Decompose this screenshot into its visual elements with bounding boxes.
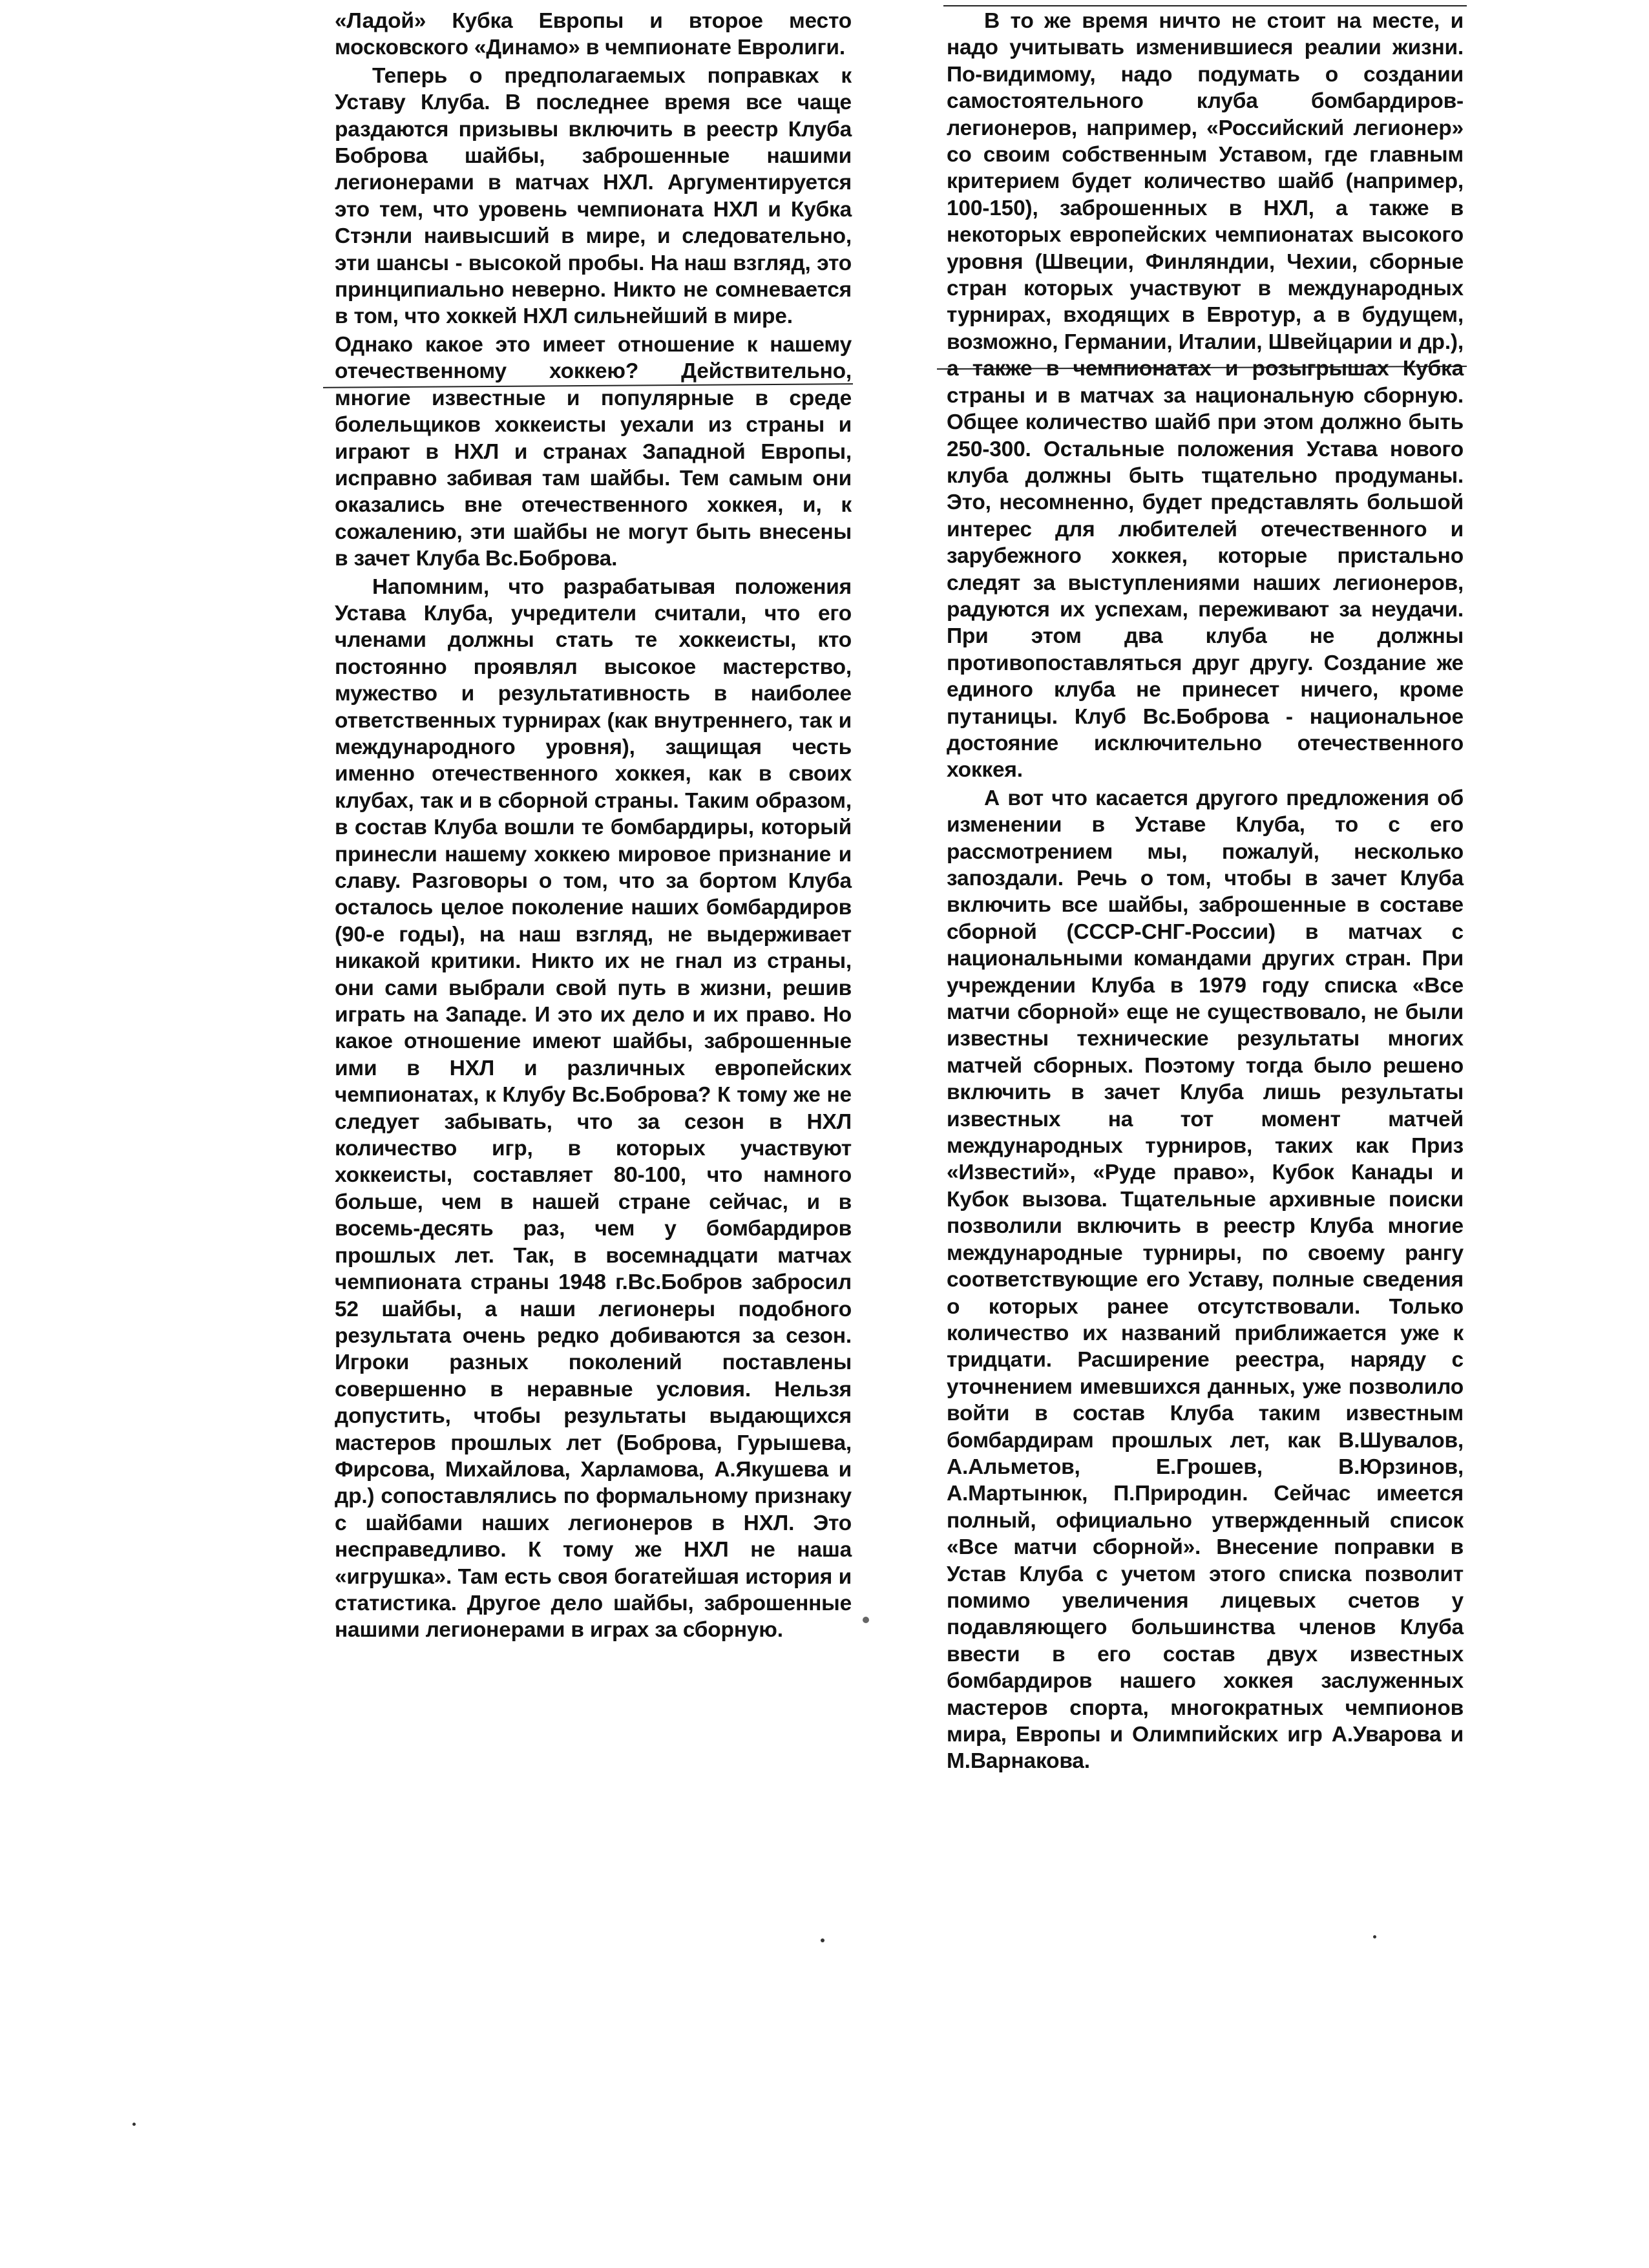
scan-speck	[863, 1617, 869, 1623]
article-paragraph: А вот что касается другого предложения об изменении в Уставе Клуба, то с его рассмотрением мы, пожалуй, несколько запоздали. Речь о том, чтобы в зачет Клуба включить все шайбы, заброшенные в составе сборной (СССР-СНГ-России) в матчах с национальными командами других стран. При учреждении Клуба в 1979 году списка «Все матчи сборной» еще не существовало, не были известны технические результаты многих матчей сборных. Поэтому тогда было решено включить в зачет Клуба лишь результаты известных на тот момент матчей международных турниров, таких как Приз «Известий», «Руде право», Кубок Канады и Кубок вызова. Тщательные архивные поиски позволили включить в реестр Клуба многие международные турниры, по своему рангу соответствующие его Уставу, полные сведения о которых ранее отсутствовали. Только количество их названий приближается уже к тридцати. Расширение реестра, наряду с уточнением имевшихся данных, уже позволило войти в состав Клуба таким известным бомбардирам прошлых лет, как В.Шувалов, А.Альметов, Е.Грошев, В.Юрзинов, А.Мартынюк, П.Природин. Сейчас имеется полный, официально утвержденный список «Все матчи сборной». Внесение поправки в Устав Клуба с учетом этого списка позволит помимо увеличения лицевых счетов у подавляющего большинства членов Клуба ввести в его состав двух известных бомбардиров нашего хоккея заслуженных мастеров спорта, многократных чемпионов мира, Европы и Олимпийских игр А.Уварова и М.Варнакова.	[947, 786, 1464, 1774]
article-paragraph: Однако какое это имеет отношение к нашему отечественному хоккею? Действительно, многие известные и популярные в среде болельщиков хоккеисты уехали из страны и играют в НХЛ и странах Западной Европы, исправно забивая там шайбы. Тем самым они оказались вне отечественного хоккея, и, к сожалению, эти шайбы не могут быть внесены в зачет Клуба Вс.Боброва.	[335, 332, 852, 571]
article-paragraph: «Ладой» Кубка Европы и второе место московского «Динамо» в чемпионате Евролиги.	[335, 9, 852, 60]
scan-speck	[821, 1938, 824, 1942]
article-paragraph: Теперь о предполагаемых поправках к Уставу Клуба. В последнее время все чаще раздаются призывы включить в реестр Клуба Боброва шайбы, заброшенные нашими легионерами в матчах НХЛ. Аргументируется это тем, что уровень чемпионата НХЛ и Кубка Стэнли наивысший в мире, и следовательно, эти шансы - высокой пробы. На наш взгляд, это принципиально неверно. Никто не сомневается в том, что хоккей НХЛ сильнейший в мире.	[335, 63, 852, 329]
scan-speck	[132, 2123, 136, 2126]
top-rule	[943, 5, 1467, 6]
article-column-left	[335, 8, 852, 1644]
article-paragraph: В то же время ничто не стоит на месте, и надо учитывать изменившиеся реалии жизни. По-видимому, надо подумать о создании самостоятельного клуба бомбардиров-легионеров, например, «Российский легионер» со своим собственным Уставом, где главным критерием будет количество шайб (например, 100-150), заброшенных в НХЛ, а также в некоторых европейских чемпионатах высокого уровня (Швеции, Финляндии, Чехии, сборные стран которых участвуют в международных турнирах, входящих в Евротур, а в будущем, возможно, Германии, Италии, Швейцарии и др.), а также в чемпионатах и розыгрышах Кубка страны и в матчах за национальную сборную. Общее количество шайб при этом должно быть 250-300. Остальные положения Устава нового клуба должны быть тщательно продуманы. Это, несомненно, будет представлять большой интерес для любителей отечественного и зарубежного хоккея, которые пристально следят за выступлениями наших легионеров, радуются их успехам, переживают за неудачи. При этом два клуба не должны противопоставляться друг другу. Создание же единого клуба не принесет ничего, кроме путаницы. Клуб Вс.Боброва - национальное достояние исключительно отечественного хоккея.	[947, 9, 1464, 782]
article-column-right	[947, 8, 1464, 1775]
scan-speck	[1373, 1935, 1376, 1938]
article-paragraph: Напомним, что разрабатывая положения Устава Клуба, учредители считали, что его членами должны стать те хоккеисты, кто постоянно проявлял высокое мастерство, мужество и результативность в наиболее ответственных турнирах (как внутреннего, так и международного уровня), защищая честь именно отечественного хоккея, как в своих клубах, так и в сборной страны. Таким образом, в состав Клуба вошли те бомбардиры, который принесли нашему хоккею мировое признание и славу. Разговоры о том, что за бортом Клуба осталось целое поколение наших бомбардиров (90-е годы), на наш взгляд, не выдерживает никакой критики. Никто их не гнал из страны, они сами выбрали свой путь в жизни, решив играть на Западе. И это их дело и их право. Но какое отношение имеют шайбы, заброшенные ими в НХЛ и различных европейских чемпионатах, к Клубу Вс.Боброва? К тому же не следует забывать, что за сезон в НХЛ количество игр, в которых участвуют хоккеисты, составляет 80-100, что намного больше, чем в нашей стране сейчас, и в восемь-десять раз, чем у бомбардиров прошлых лет. Так, в восемнадцати матчах чемпионата страны 1948 г.Вс.Бобров забросил 52 шайбы, а наши легионеры подобного результата очень редко добиваются за сезон. Игроки разных поколений поставлены совершенно в неравные условия. Нельзя допустить, чтобы результаты выдающихся мастеров прошлых лет (Боброва, Гурышева, Фирсова, Михайлова, Харламова, А.Якушева и др.) сопоставлялись по формальному признаку с шайбами наших легионеров в НХЛ. Это несправедливо. К тому же НХЛ не наша «игрушка». Там есть своя богатейшая история и статистика. Другое дело шайбы, заброшенные нашими легионерами в играх за сборную.	[335, 574, 852, 1643]
